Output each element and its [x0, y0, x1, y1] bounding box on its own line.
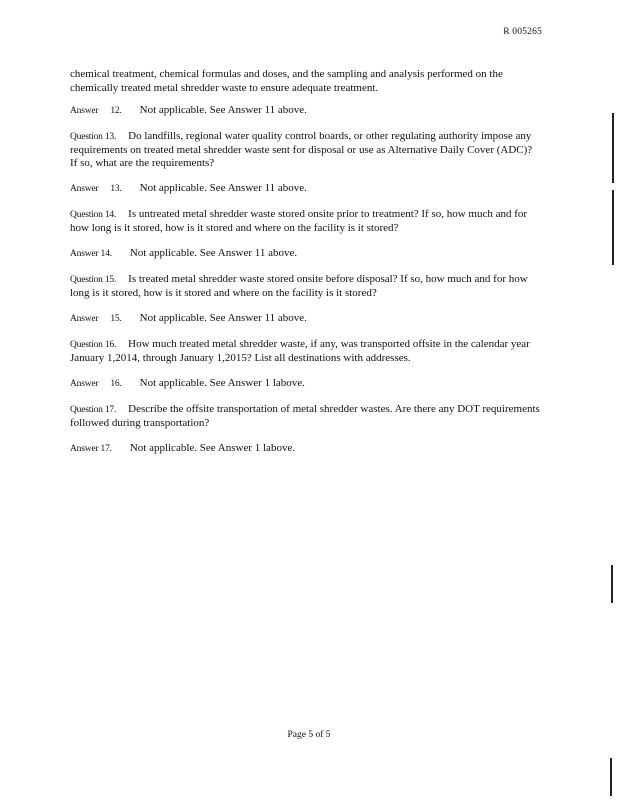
question-14-text: Is untreated metal shredder waste stored onsite prior to treatment? If so, how much and for how long is it stored, how is it stored and where on the facility is it stored?: [70, 208, 528, 234]
answer-12-text: Not applicable. See Answer 11 above.: [139, 104, 307, 116]
question-13-label: Question 13.: [70, 132, 117, 142]
question-16-label: Question 16.: [70, 340, 117, 350]
answer-16: [70, 377, 540, 391]
question-16-text: How much treated metal shredder waste, if any, was transported offsite in the calendar year January 1,2014, through January 1,2015? List all destinations with addresses.: [70, 338, 530, 364]
answer-13: [70, 182, 540, 196]
question-17-text: Describe the offsite transportation of metal shredder wastes. Are there any DOT requirements followed during transportation?: [70, 403, 540, 429]
answer-12: [70, 104, 540, 118]
question-17: [70, 403, 540, 430]
question-14-label: Question 14.: [70, 210, 117, 220]
answer-15-number: 15.: [110, 314, 122, 324]
question-15-label: Question 15.: [70, 275, 117, 285]
answer-17-label: Answer 17.: [70, 444, 112, 454]
answer-12-number: 12.: [110, 106, 122, 116]
change-bar-4: [610, 758, 612, 796]
answer-17-text: Not applicable. See Answer 1 labove.: [129, 442, 296, 454]
bates-number: R 005265: [503, 27, 542, 37]
document-body: [70, 67, 540, 468]
answer-16-label: Answer: [70, 379, 99, 389]
page-footer: Page 5 of 5: [287, 730, 331, 740]
answer-13-text: Not applicable. See Answer 11 above.: [139, 182, 307, 194]
question-13-text: Do landfills, regional water quality control boards, or other regulating authority impose any requirements on treated metal shredder waste sent for disposal or use as Alternative Daily Cover (ADC)? If so, what are the requirements?: [70, 130, 533, 169]
answer-14-text: Not applicable. See Answer 11 above.: [129, 247, 298, 259]
change-bar-3: [611, 565, 613, 603]
answer-17: [70, 442, 540, 456]
answer-15: [70, 312, 540, 326]
question-17-label: Question 17.: [70, 405, 117, 415]
question-15: [70, 273, 540, 300]
answer-15-label: Answer: [70, 314, 99, 324]
answer-15-text: Not applicable. See Answer 11 above.: [139, 312, 307, 324]
change-bar-2: [612, 190, 614, 265]
intro-paragraph: chemical treatment, chemical formulas and doses, and the sampling and analysis performed on the chemically treated metal shredder waste to ensure adequate treatment.: [70, 68, 503, 94]
question-13: [70, 130, 540, 170]
change-bar-1: [612, 113, 614, 183]
answer-13-label: Answer: [70, 184, 99, 194]
answer-12-label: Answer: [70, 106, 99, 116]
question-16: [70, 338, 540, 365]
answer-16-number: 16.: [110, 379, 122, 389]
question-14: [70, 208, 540, 235]
answer-14: [70, 247, 540, 261]
answer-16-text: Not applicable. See Answer 1 labove.: [139, 377, 305, 389]
question-15-text: Is treated metal shredder waste stored onsite before disposal? If so, how much and for how long is it stored, how is it stored and where on the facility is it stored?: [70, 273, 528, 299]
answer-14-label: Answer 14.: [70, 249, 112, 259]
answer-13-number: 13.: [110, 184, 122, 194]
